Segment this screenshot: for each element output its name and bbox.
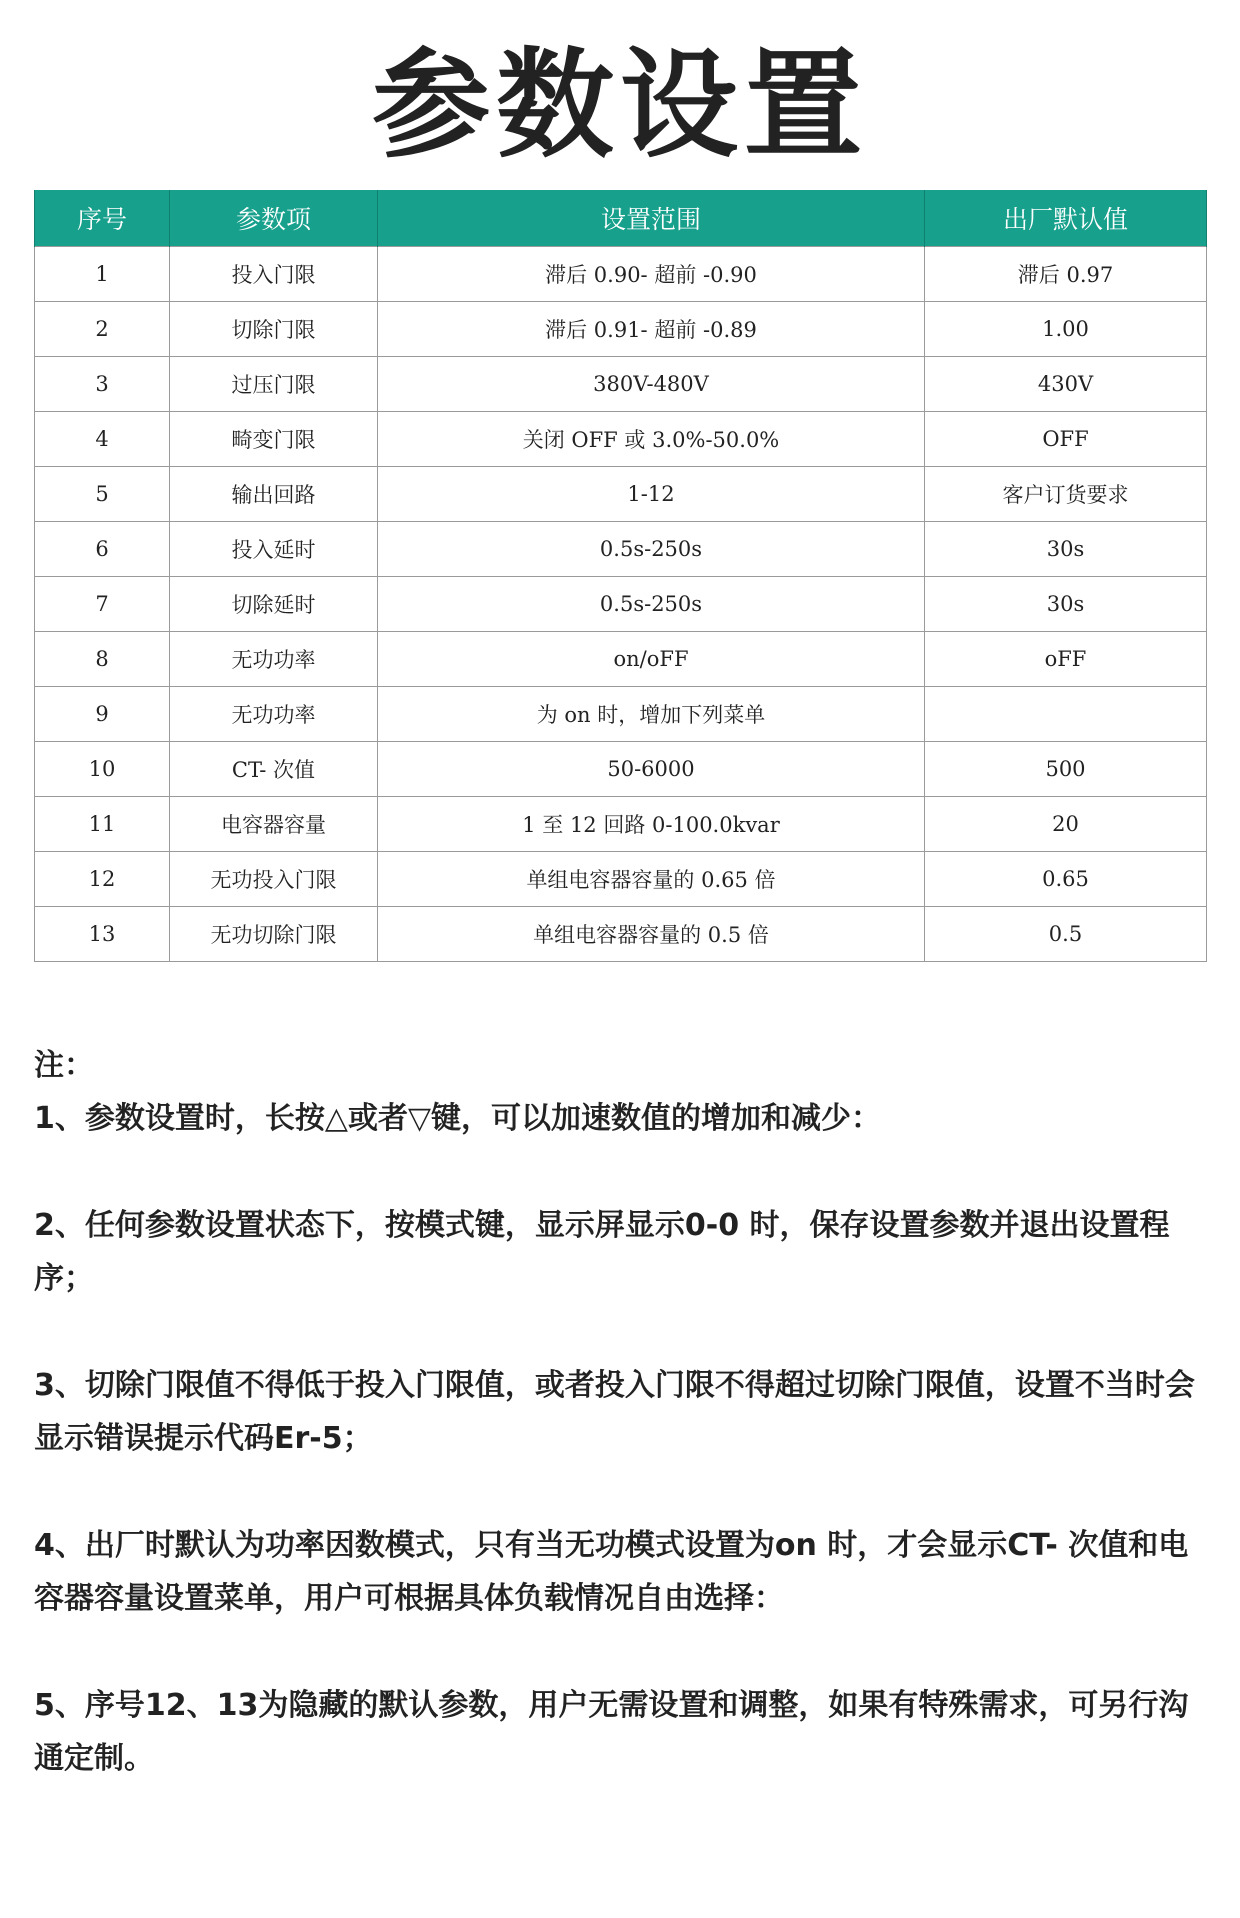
- table-row: [35, 687, 1207, 742]
- cell-setting-range: 滞后 0.91- 超前 -0.89: [378, 302, 925, 357]
- cell-factory-default: 20: [925, 797, 1207, 852]
- cell-parameter-item: 无功切除门限: [170, 907, 378, 962]
- cell-factory-default: 30s: [925, 522, 1207, 577]
- cell-serial-number: 9: [35, 687, 170, 742]
- cell-parameter-item: 无功功率: [170, 687, 378, 742]
- cell-serial-number: 2: [35, 302, 170, 357]
- cell-serial-number: 4: [35, 412, 170, 467]
- cell-serial-number: 8: [35, 632, 170, 687]
- cell-setting-range: 380V-480V: [378, 357, 925, 412]
- cell-serial-number: 5: [35, 467, 170, 522]
- cell-parameter-item: 电容器容量: [170, 797, 378, 852]
- parameter-table: [34, 190, 1207, 962]
- cell-setting-range: 50-6000: [378, 742, 925, 797]
- cell-factory-default: 30s: [925, 577, 1207, 632]
- table-row: [35, 467, 1207, 522]
- cell-factory-default: 0.65: [925, 852, 1207, 907]
- cell-setting-range: 1 至 12 回路 0-100.0kvar: [378, 797, 925, 852]
- table-row: [35, 632, 1207, 687]
- cell-serial-number: 10: [35, 742, 170, 797]
- table-row: [35, 522, 1207, 577]
- cell-factory-default: oFF: [925, 632, 1207, 687]
- table-header-row: [35, 190, 1207, 247]
- cell-parameter-item: 投入延时: [170, 522, 378, 577]
- table-row: [35, 797, 1207, 852]
- cell-factory-default: 滞后 0.97: [925, 247, 1207, 302]
- notes-list: [34, 1092, 1206, 1785]
- note-item: 5、序号12、13为隐藏的默认参数，用户无需设置和调整，如果有特殊需求，可另行沟通定制。: [34, 1688, 1189, 1776]
- cell-factory-default: 1.00: [925, 302, 1207, 357]
- cell-factory-default: 客户订货要求: [925, 467, 1207, 522]
- table-row: [35, 412, 1207, 467]
- cell-parameter-item: 无功功率: [170, 632, 378, 687]
- header-parameter-item: 参数项: [170, 190, 378, 247]
- table-row: [35, 247, 1207, 302]
- cell-setting-range: on/oFF: [378, 632, 925, 687]
- note-item: 4、出厂时默认为功率因数模式，只有当无功模式设置为on 时，才会显示CT- 次值和电容器容量设置菜单，用户可根据具体负载情况自由选择：: [34, 1528, 1189, 1616]
- notes-heading: 注：: [34, 1048, 94, 1083]
- cell-parameter-item: CT- 次值: [170, 742, 378, 797]
- cell-parameter-item: 无功投入门限: [170, 852, 378, 907]
- cell-parameter-item: 畸变门限: [170, 412, 378, 467]
- table-row: [35, 907, 1207, 962]
- cell-parameter-item: 投入门限: [170, 247, 378, 302]
- cell-factory-default: [925, 687, 1207, 742]
- table-row: [35, 742, 1207, 797]
- cell-setting-range: 0.5s-250s: [378, 577, 925, 632]
- cell-serial-number: 1: [35, 247, 170, 302]
- cell-setting-range: 关闭 OFF 或 3.0%-50.0%: [378, 412, 925, 467]
- note-item: 3、切除门限值不得低于投入门限值，或者投入门限不得超过切除门限值，设置不当时会显示错误提示代码Er-5；: [34, 1368, 1195, 1456]
- cell-parameter-item: 切除门限: [170, 302, 378, 357]
- cell-factory-default: 500: [925, 742, 1207, 797]
- cell-setting-range: 1-12: [378, 467, 925, 522]
- cell-serial-number: 3: [35, 357, 170, 412]
- cell-setting-range: 为 on 时，增加下列菜单: [378, 687, 925, 742]
- table-row: [35, 577, 1207, 632]
- notes-section: [34, 1040, 1206, 1839]
- table-row: [35, 852, 1207, 907]
- table-row: [35, 302, 1207, 357]
- cell-serial-number: 13: [35, 907, 170, 962]
- cell-setting-range: 单组电容器容量的 0.5 倍: [378, 907, 925, 962]
- cell-serial-number: 12: [35, 852, 170, 907]
- cell-parameter-item: 输出回路: [170, 467, 378, 522]
- cell-setting-range: 0.5s-250s: [378, 522, 925, 577]
- cell-factory-default: OFF: [925, 412, 1207, 467]
- cell-serial-number: 7: [35, 577, 170, 632]
- cell-parameter-item: 切除延时: [170, 577, 378, 632]
- header-setting-range: 设置范围: [378, 190, 925, 247]
- table-row: [35, 357, 1207, 412]
- cell-factory-default: 0.5: [925, 907, 1207, 962]
- note-item: 2、任何参数设置状态下，按模式键，显示屏显示0-0 时，保存设置参数并退出设置程序；: [34, 1208, 1170, 1296]
- cell-serial-number: 6: [35, 522, 170, 577]
- cell-parameter-item: 过压门限: [170, 357, 378, 412]
- cell-setting-range: 单组电容器容量的 0.65 倍: [378, 852, 925, 907]
- cell-factory-default: 430V: [925, 357, 1207, 412]
- page-title: 参数设置: [371, 36, 868, 174]
- note-item: 1、参数设置时，长按△或者▽键，可以加速数值的增加和减少：: [34, 1101, 882, 1136]
- table-body: [35, 247, 1207, 962]
- header-serial-number: 序号: [35, 190, 170, 247]
- cell-serial-number: 11: [35, 797, 170, 852]
- cell-setting-range: 滞后 0.90- 超前 -0.90: [378, 247, 925, 302]
- header-factory-default: 出厂默认值: [925, 190, 1207, 247]
